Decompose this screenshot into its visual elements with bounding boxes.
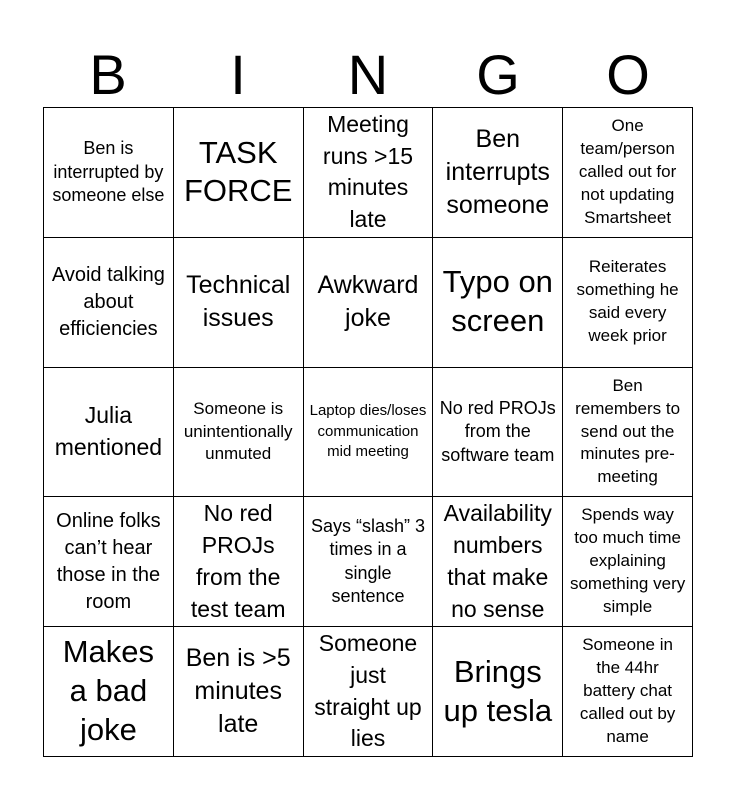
header-letter-i: I [230, 43, 246, 106]
bingo-cell-text: One team/person called out for not updating Smartsheet [578, 116, 677, 227]
bingo-cell-text: TASK FORCE [183, 134, 293, 209]
bingo-cell-text: Makes a bad joke [62, 634, 155, 747]
header-letter-o: O [606, 43, 650, 106]
bingo-cell-text: No red PROJs from the test team [190, 500, 286, 622]
bingo-cell-r3c4[interactable] [433, 368, 563, 498]
bingo-cell-r2c1[interactable] [44, 238, 174, 368]
bingo-cell-r4c2[interactable] [174, 497, 304, 627]
bingo-cell-r1c1[interactable] [44, 108, 174, 238]
bingo-cell-r1c5[interactable] [563, 108, 693, 238]
bingo-cell-r1c4[interactable] [433, 108, 563, 238]
bingo-cell-text: Ben interrupts someone [445, 124, 550, 219]
header-letter-b: B [89, 43, 127, 106]
bingo-cell-r4c3[interactable] [304, 497, 434, 627]
bingo-cell-r3c1[interactable] [44, 368, 174, 498]
bingo-cell-text: Technical issues [186, 271, 291, 333]
bingo-cell-text: Typo on screen [442, 264, 553, 339]
bingo-cell-text: Someone is unintentionally unmuted [183, 398, 293, 464]
bingo-cell-r2c5[interactable] [563, 238, 693, 368]
bingo-cell-r2c2[interactable] [174, 238, 304, 368]
bingo-cell-text: Someone in the 44hr battery chat called out by name [579, 635, 676, 746]
bingo-cell-r2c4[interactable] [433, 238, 563, 368]
bingo-cell-text: No red PROJs from the software team [439, 397, 556, 465]
bingo-cell-text: Laptop dies/loses communication mid meeting [309, 401, 427, 461]
bingo-cell-r3c3[interactable] [304, 368, 434, 498]
bingo-cell-text: Online folks can’t hear those in the room [56, 509, 161, 613]
bingo-cell-text: Awkward joke [317, 271, 419, 333]
bingo-cell-r3c5[interactable] [563, 368, 693, 498]
bingo-cell-text: Says “slash” 3 times in a single sentence [310, 516, 426, 607]
bingo-cell-r4c5[interactable] [563, 497, 693, 627]
bingo-cell-text: Availability numbers that make no sense [443, 500, 552, 622]
bingo-cell-text: Spends way too much time explaining something very simple [569, 505, 686, 617]
bingo-cell-text: Reiterates something he said every week prior [576, 257, 679, 346]
bingo-cell-r1c2[interactable] [174, 108, 304, 238]
bingo-cell-text: Meeting runs >15 minutes late [322, 110, 414, 233]
bingo-cell-r1c3[interactable] [304, 108, 434, 238]
bingo-cell-text: Ben remembers to send out the minutes pre-meeting [575, 375, 681, 487]
bingo-header [43, 44, 693, 106]
bingo-cell-r5c3[interactable] [304, 627, 434, 757]
bingo-cell-r2c3[interactable] [304, 238, 434, 368]
header-letter-g: G [476, 43, 520, 106]
bingo-board [43, 107, 693, 757]
bingo-cell-r5c5[interactable] [563, 627, 693, 757]
bingo-cell-r5c1[interactable] [44, 627, 174, 757]
bingo-cell-r4c4[interactable] [433, 497, 563, 627]
bingo-cell-text: Julia mentioned [54, 402, 163, 460]
bingo-cell-text: Ben is interrupted by someone else [52, 138, 165, 206]
header-letter-n: N [347, 43, 389, 106]
bingo-cell-r4c1[interactable] [44, 497, 174, 627]
bingo-cell-text: Brings up tesla [443, 653, 553, 728]
bingo-cell-text: Avoid talking about efficiencies [51, 263, 165, 340]
bingo-cell-text: Someone just straight up lies [314, 630, 422, 752]
bingo-cell-r5c2[interactable] [174, 627, 304, 757]
bingo-cell-text: Ben is >5 minutes late [185, 644, 291, 739]
bingo-cell-r3c2[interactable] [174, 368, 304, 498]
bingo-cell-r5c4[interactable] [433, 627, 563, 757]
